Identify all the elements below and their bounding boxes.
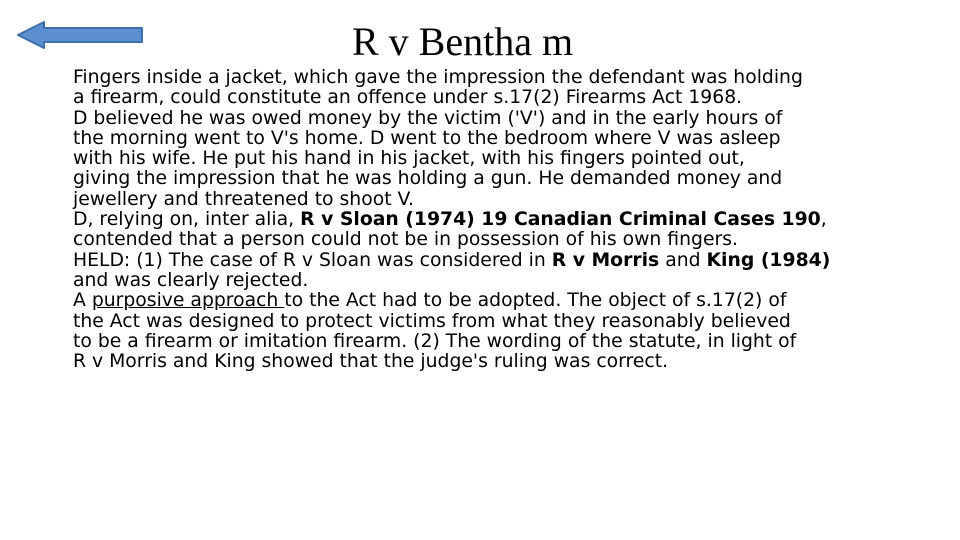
- back-arrow-shape: [18, 22, 142, 48]
- defence-prefix: D, relying on, inter alia,: [73, 209, 301, 231]
- slide-title: R v Bentha m: [352, 19, 574, 64]
- held-suffix: and was clearly rejected.: [73, 269, 309, 291]
- paragraph-summary: Fingers inside a jacket, which gave the impression the defendant was holding a firearm, could constitute an offence under s.17(2) Firearms Act 1968.: [73, 67, 803, 109]
- paragraph-purposive: [73, 291, 903, 372]
- paragraph-facts: D believed he was owed money by the victim ('V') and in the early hours of the morning went to V's home. D went to the bedroom where V was asleep with his wife. He put his hand in his jacket, with his fingers pointed out, giving the impression that he was holding a gun. He demanded money and jewellery and threatened to shoot V.: [73, 107, 783, 210]
- defence-suffix: , contended that a person could not be in possession of his own fingers.: [73, 209, 827, 251]
- back-arrow-icon[interactable]: [16, 20, 144, 50]
- paragraph-held: [73, 251, 903, 292]
- purposive-prefix: A: [73, 290, 92, 312]
- case-citation-king: King (1984): [706, 249, 831, 271]
- case-citation-sloan: R v Sloan (1974) 19 Canadian Criminal Cases 190: [300, 209, 821, 231]
- purposive-suffix: to the Act had to be adopted. The object of s.17(2) of the Act was designed to protect victims from what they reasonably believed to be a firearm or imitation firearm. (2) The wording of the statute, in light of R v Morris and King showed that the judge's ruling was correct.: [73, 290, 797, 373]
- paragraph-defence: [73, 210, 903, 251]
- slide-body: [73, 68, 903, 372]
- case-citation-morris: R v Morris: [551, 249, 660, 271]
- held-prefix: HELD: (1) The case of R v Sloan was considered in: [73, 249, 552, 271]
- purposive-approach-term: purposive approach: [91, 290, 285, 312]
- held-mid: and: [659, 249, 707, 271]
